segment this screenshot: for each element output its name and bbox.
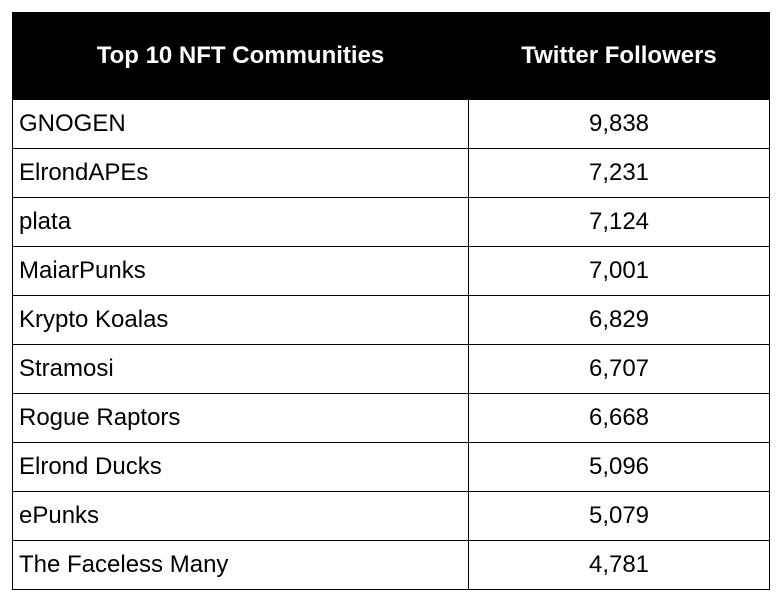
- table-row: [13, 149, 770, 198]
- nft-communities-table: [12, 12, 770, 590]
- community-name-cell: The Faceless Many: [13, 541, 469, 590]
- community-name-cell: Elrond Ducks: [13, 443, 469, 492]
- community-name-cell: MaiarPunks: [13, 247, 469, 296]
- column-header-communities: Top 10 NFT Communities: [13, 13, 469, 100]
- column-header-followers: Twitter Followers: [469, 13, 770, 100]
- follower-count-cell: 7,231: [469, 149, 770, 198]
- follower-count-cell: 6,829: [469, 296, 770, 345]
- follower-count-cell: 6,668: [469, 394, 770, 443]
- table-row: [13, 443, 770, 492]
- community-name-cell: Rogue Raptors: [13, 394, 469, 443]
- table-body: [13, 100, 770, 590]
- follower-count-cell: 7,124: [469, 198, 770, 247]
- table-row: [13, 394, 770, 443]
- follower-count-cell: 9,838: [469, 100, 770, 149]
- follower-count-cell: 7,001: [469, 247, 770, 296]
- table-row: [13, 198, 770, 247]
- table-row: [13, 247, 770, 296]
- follower-count-cell: 4,781: [469, 541, 770, 590]
- community-name-cell: GNOGEN: [13, 100, 469, 149]
- table-row: [13, 296, 770, 345]
- table-header: [13, 13, 770, 100]
- community-name-cell: Krypto Koalas: [13, 296, 469, 345]
- header-row: [13, 13, 770, 100]
- follower-count-cell: 6,707: [469, 345, 770, 394]
- table-row: [13, 100, 770, 149]
- follower-count-cell: 5,079: [469, 492, 770, 541]
- community-name-cell: ElrondAPEs: [13, 149, 469, 198]
- table-row: [13, 492, 770, 541]
- follower-count-cell: 5,096: [469, 443, 770, 492]
- community-name-cell: ePunks: [13, 492, 469, 541]
- community-name-cell: plata: [13, 198, 469, 247]
- table-row: [13, 541, 770, 590]
- community-name-cell: Stramosi: [13, 345, 469, 394]
- table-row: [13, 345, 770, 394]
